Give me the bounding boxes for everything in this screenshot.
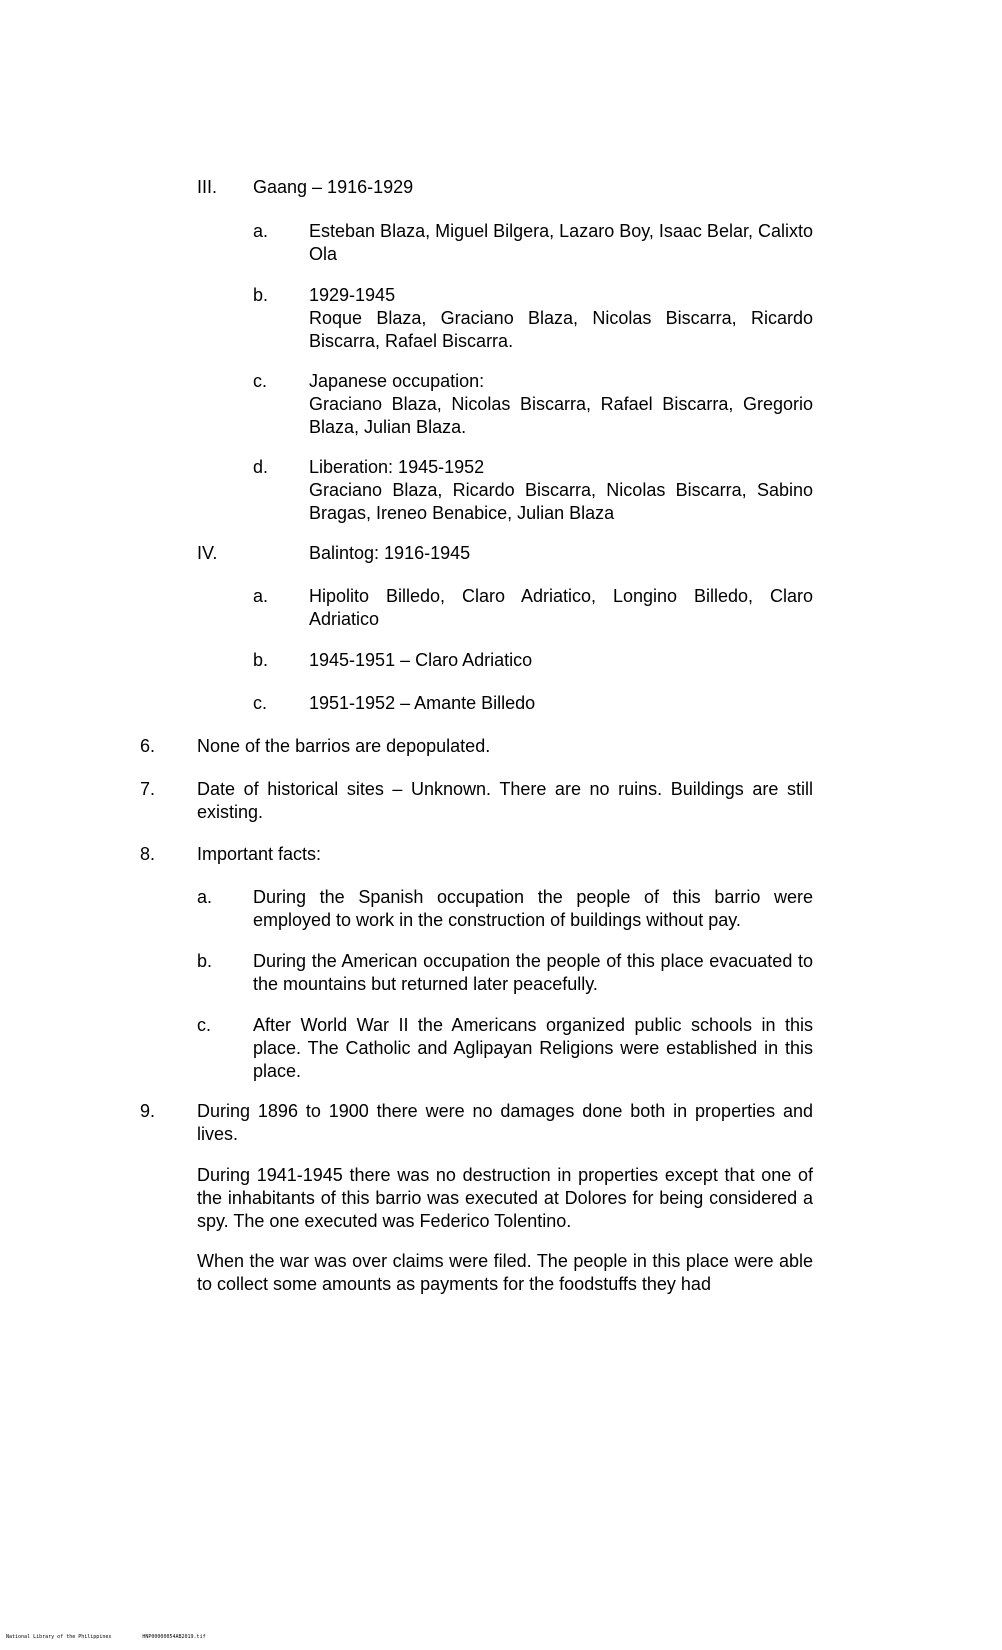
list-item-marker: c.	[197, 1015, 212, 1035]
item-text: Important facts:	[197, 844, 322, 864]
list-item-marker: b.	[197, 951, 213, 971]
list-item-marker: c.	[253, 371, 268, 391]
numbered-item-7	[140, 778, 813, 824]
scan-footer	[6, 1634, 234, 1640]
section-iv-marker: IV.	[197, 543, 218, 563]
section-iv-title: Balintog: 1916-1945	[309, 543, 471, 563]
list-item-marker: d.	[253, 457, 269, 477]
item-number: 6.	[140, 736, 156, 756]
footer-file-id: HNP00000054AB2019.tif	[142, 1634, 206, 1640]
footer-library: National Library of the Philippines	[6, 1634, 112, 1640]
list-item-text: Liberation: 1945-1952 Graciano Blaza, Ricardo Biscarra, Nicolas Biscarra, Sabino Bragas, Ireneo Benabice, Julian Blaza	[309, 457, 813, 523]
list-item-marker: c.	[253, 693, 268, 713]
list-item	[253, 456, 813, 525]
list-item-text: Esteban Blaza, Miguel Bilgera, Lazaro Boy, Isaac Belar, Calixto Ola	[309, 221, 813, 264]
list-item-text: After World War II the Americans organized public schools in this place. The Catholic and Aglipayan Religions were established in this place.	[253, 1015, 813, 1081]
item-number: 9.	[140, 1101, 156, 1121]
list-item	[253, 585, 813, 631]
list-item-text: 1951-1952 – Amante Billedo	[309, 693, 536, 713]
list-item	[197, 1014, 813, 1083]
item-text: None of the barrios are depopulated.	[197, 736, 491, 756]
list-item-marker: b.	[253, 285, 269, 305]
list-item	[253, 284, 813, 353]
numbered-item-6	[140, 735, 813, 758]
section-iv-heading	[197, 542, 817, 565]
item-text: During 1896 to 1900 there were no damages done both in properties and lives.	[197, 1101, 813, 1144]
list-item	[197, 886, 813, 932]
list-item	[253, 692, 813, 715]
list-item-text: During the Spanish occupation the people of this barrio were employed to work in the construction of buildings without pay.	[253, 887, 813, 930]
paragraph: When the war was over claims were filed. The people in this place were able to collect some amounts as payments for the foodstuffs they had	[197, 1251, 813, 1294]
section-iii-marker: III.	[197, 177, 218, 197]
list-item	[197, 950, 813, 996]
list-item-text: During the American occupation the people of this place evacuated to the mountains but returned later peacefully.	[253, 951, 813, 994]
section-iii-title: Gaang – 1916-1929	[253, 177, 414, 197]
item-text: Date of historical sites – Unknown. There are no ruins. Buildings are still existing.	[197, 779, 813, 822]
list-item-text: Japanese occupation: Graciano Blaza, Nicolas Biscarra, Rafael Biscarra, Gregorio Blaza, Julian Blaza.	[309, 371, 813, 437]
numbered-item-9	[140, 1100, 813, 1146]
paragraph: During 1941-1945 there was no destruction in properties except that one of the inhabitants of this barrio was executed at Dolores for being considered a spy. The one executed was Federico Tolentino.	[197, 1165, 813, 1231]
list-item	[253, 370, 813, 439]
list-item	[253, 649, 813, 672]
list-item-text: 1945-1951 – Claro Adriatico	[309, 650, 533, 670]
list-item-marker: b.	[253, 650, 269, 670]
item-number: 8.	[140, 844, 156, 864]
list-item-marker: a.	[253, 586, 269, 606]
list-item	[253, 220, 813, 266]
item-number: 7.	[140, 779, 156, 799]
list-item-text: Hipolito Billedo, Claro Adriatico, Longino Billedo, Claro Adriatico	[309, 586, 813, 629]
list-item-text: 1929-1945 Roque Blaza, Graciano Blaza, Nicolas Biscarra, Ricardo Biscarra, Rafael Biscarra.	[309, 285, 813, 351]
list-item-marker: a.	[253, 221, 269, 241]
section-iii-heading	[197, 176, 817, 199]
list-item-marker: a.	[197, 887, 213, 907]
numbered-item-8	[140, 843, 813, 866]
